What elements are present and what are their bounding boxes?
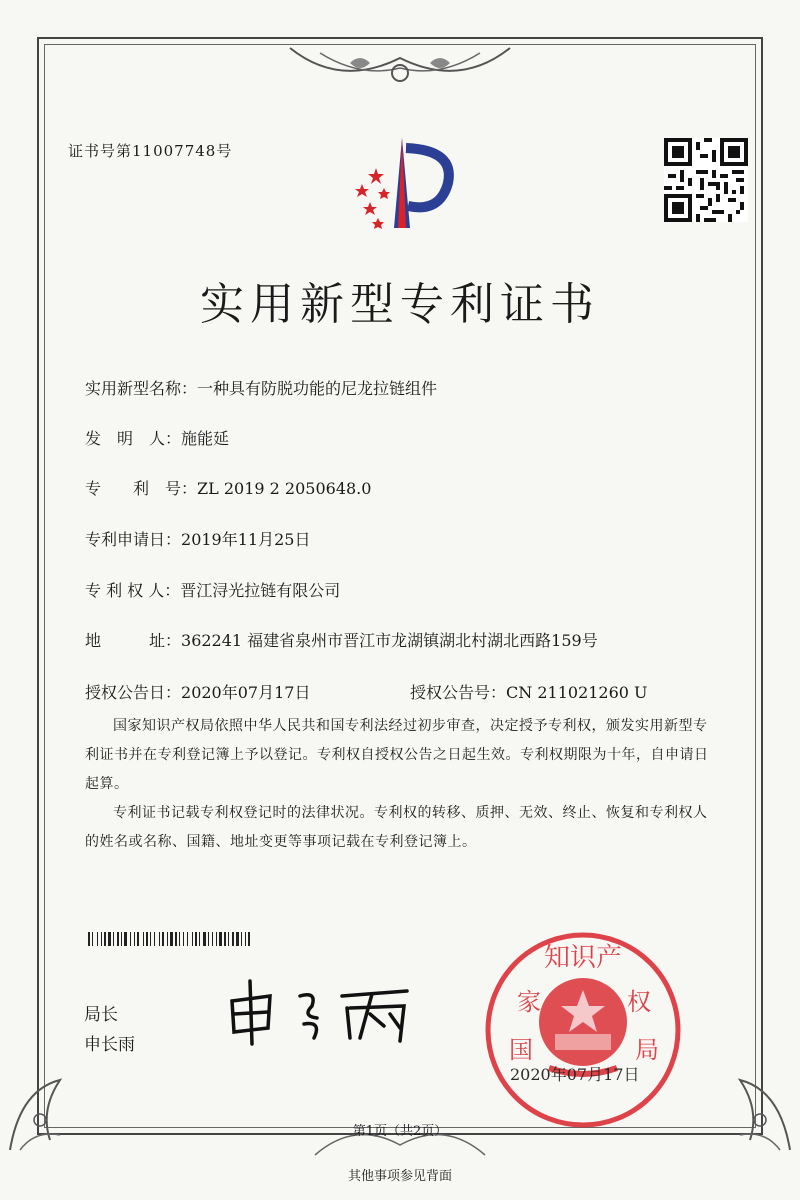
field-patentee — [85, 578, 340, 601]
field-utility-model-name — [85, 376, 437, 399]
corner-ornament-bottom-left-icon — [0, 1050, 110, 1160]
svg-text:家: 家 — [517, 988, 541, 1016]
field-address — [85, 628, 598, 651]
field-grant-number — [410, 680, 648, 703]
svg-text:知识产: 知识产 — [543, 943, 623, 973]
field-patent-number — [85, 476, 371, 499]
field-label: 专 利 号： — [85, 479, 198, 498]
field-value: 晋江浔光拉链有限公司 — [180, 581, 341, 600]
field-label: 授权公告日： — [85, 683, 182, 702]
director-name: 申长雨 — [84, 1035, 135, 1055]
body-paragraph-2: 专利证书记载专利权登记时的法律状况。专利权的转移、质押、无效、终止、恢复和专利权人的姓名或名称、国籍、地址变更等事项记载在专利登记簿上。 — [85, 805, 708, 850]
field-value: ZL 2019 2 2050648.0 — [197, 479, 372, 498]
qr-code-icon — [664, 138, 748, 222]
field-label: 授权公告号： — [410, 683, 507, 702]
corner-ornament-bottom-right-icon — [690, 1050, 800, 1160]
page-number: 第1页（共2页） — [352, 1124, 448, 1139]
certificate-number: 证书号第11007748号 — [68, 142, 233, 160]
barcode-icon — [88, 932, 358, 946]
field-value: 施能延 — [181, 429, 230, 448]
field-inventor — [85, 426, 229, 449]
svg-text:权: 权 — [627, 988, 651, 1016]
field-value: CN 211021260 U — [506, 683, 648, 702]
cnipa-logo-icon — [340, 128, 460, 238]
field-label: 实用新型名称： — [85, 379, 198, 398]
body-paragraph-1: 国家知识产权局依照中华人民共和国专利法经过初步审查，决定授予专利权，颁发实用新型专利证书并在专利登记簿上予以登记。专利权自授权公告之日起生效。专利权期限为十年，自申请日起算。 — [85, 718, 709, 792]
field-value: 一种具有防脱功能的尼龙拉链组件 — [197, 379, 438, 398]
director-title: 局长 — [84, 1005, 118, 1025]
field-value: 362241 福建省泉州市晋江市龙湖镇湖北村湖北西路159号 — [181, 631, 598, 650]
certificate-title: 实用新型专利证书 — [200, 279, 600, 330]
footer-note: 其他事项参见背面 — [347, 1169, 452, 1184]
top-ornament-icon — [280, 38, 520, 98]
seal-date: 2020年07月17日 — [510, 1065, 640, 1084]
field-label: 地 址： — [85, 631, 182, 650]
svg-text:局: 局 — [635, 1036, 659, 1064]
field-grant-date — [85, 680, 310, 703]
official-seal-icon — [483, 930, 683, 1130]
field-application-date — [85, 527, 310, 550]
field-value: 2019年11月25日 — [181, 530, 311, 549]
svg-text:国: 国 — [509, 1036, 533, 1064]
field-label: 专利申请日： — [85, 530, 182, 549]
handwritten-signature-icon — [222, 976, 422, 1046]
field-value: 2020年07月17日 — [181, 683, 311, 702]
field-label: 发 明 人： — [85, 429, 182, 448]
field-label: 专 利 权 人： — [85, 581, 181, 600]
